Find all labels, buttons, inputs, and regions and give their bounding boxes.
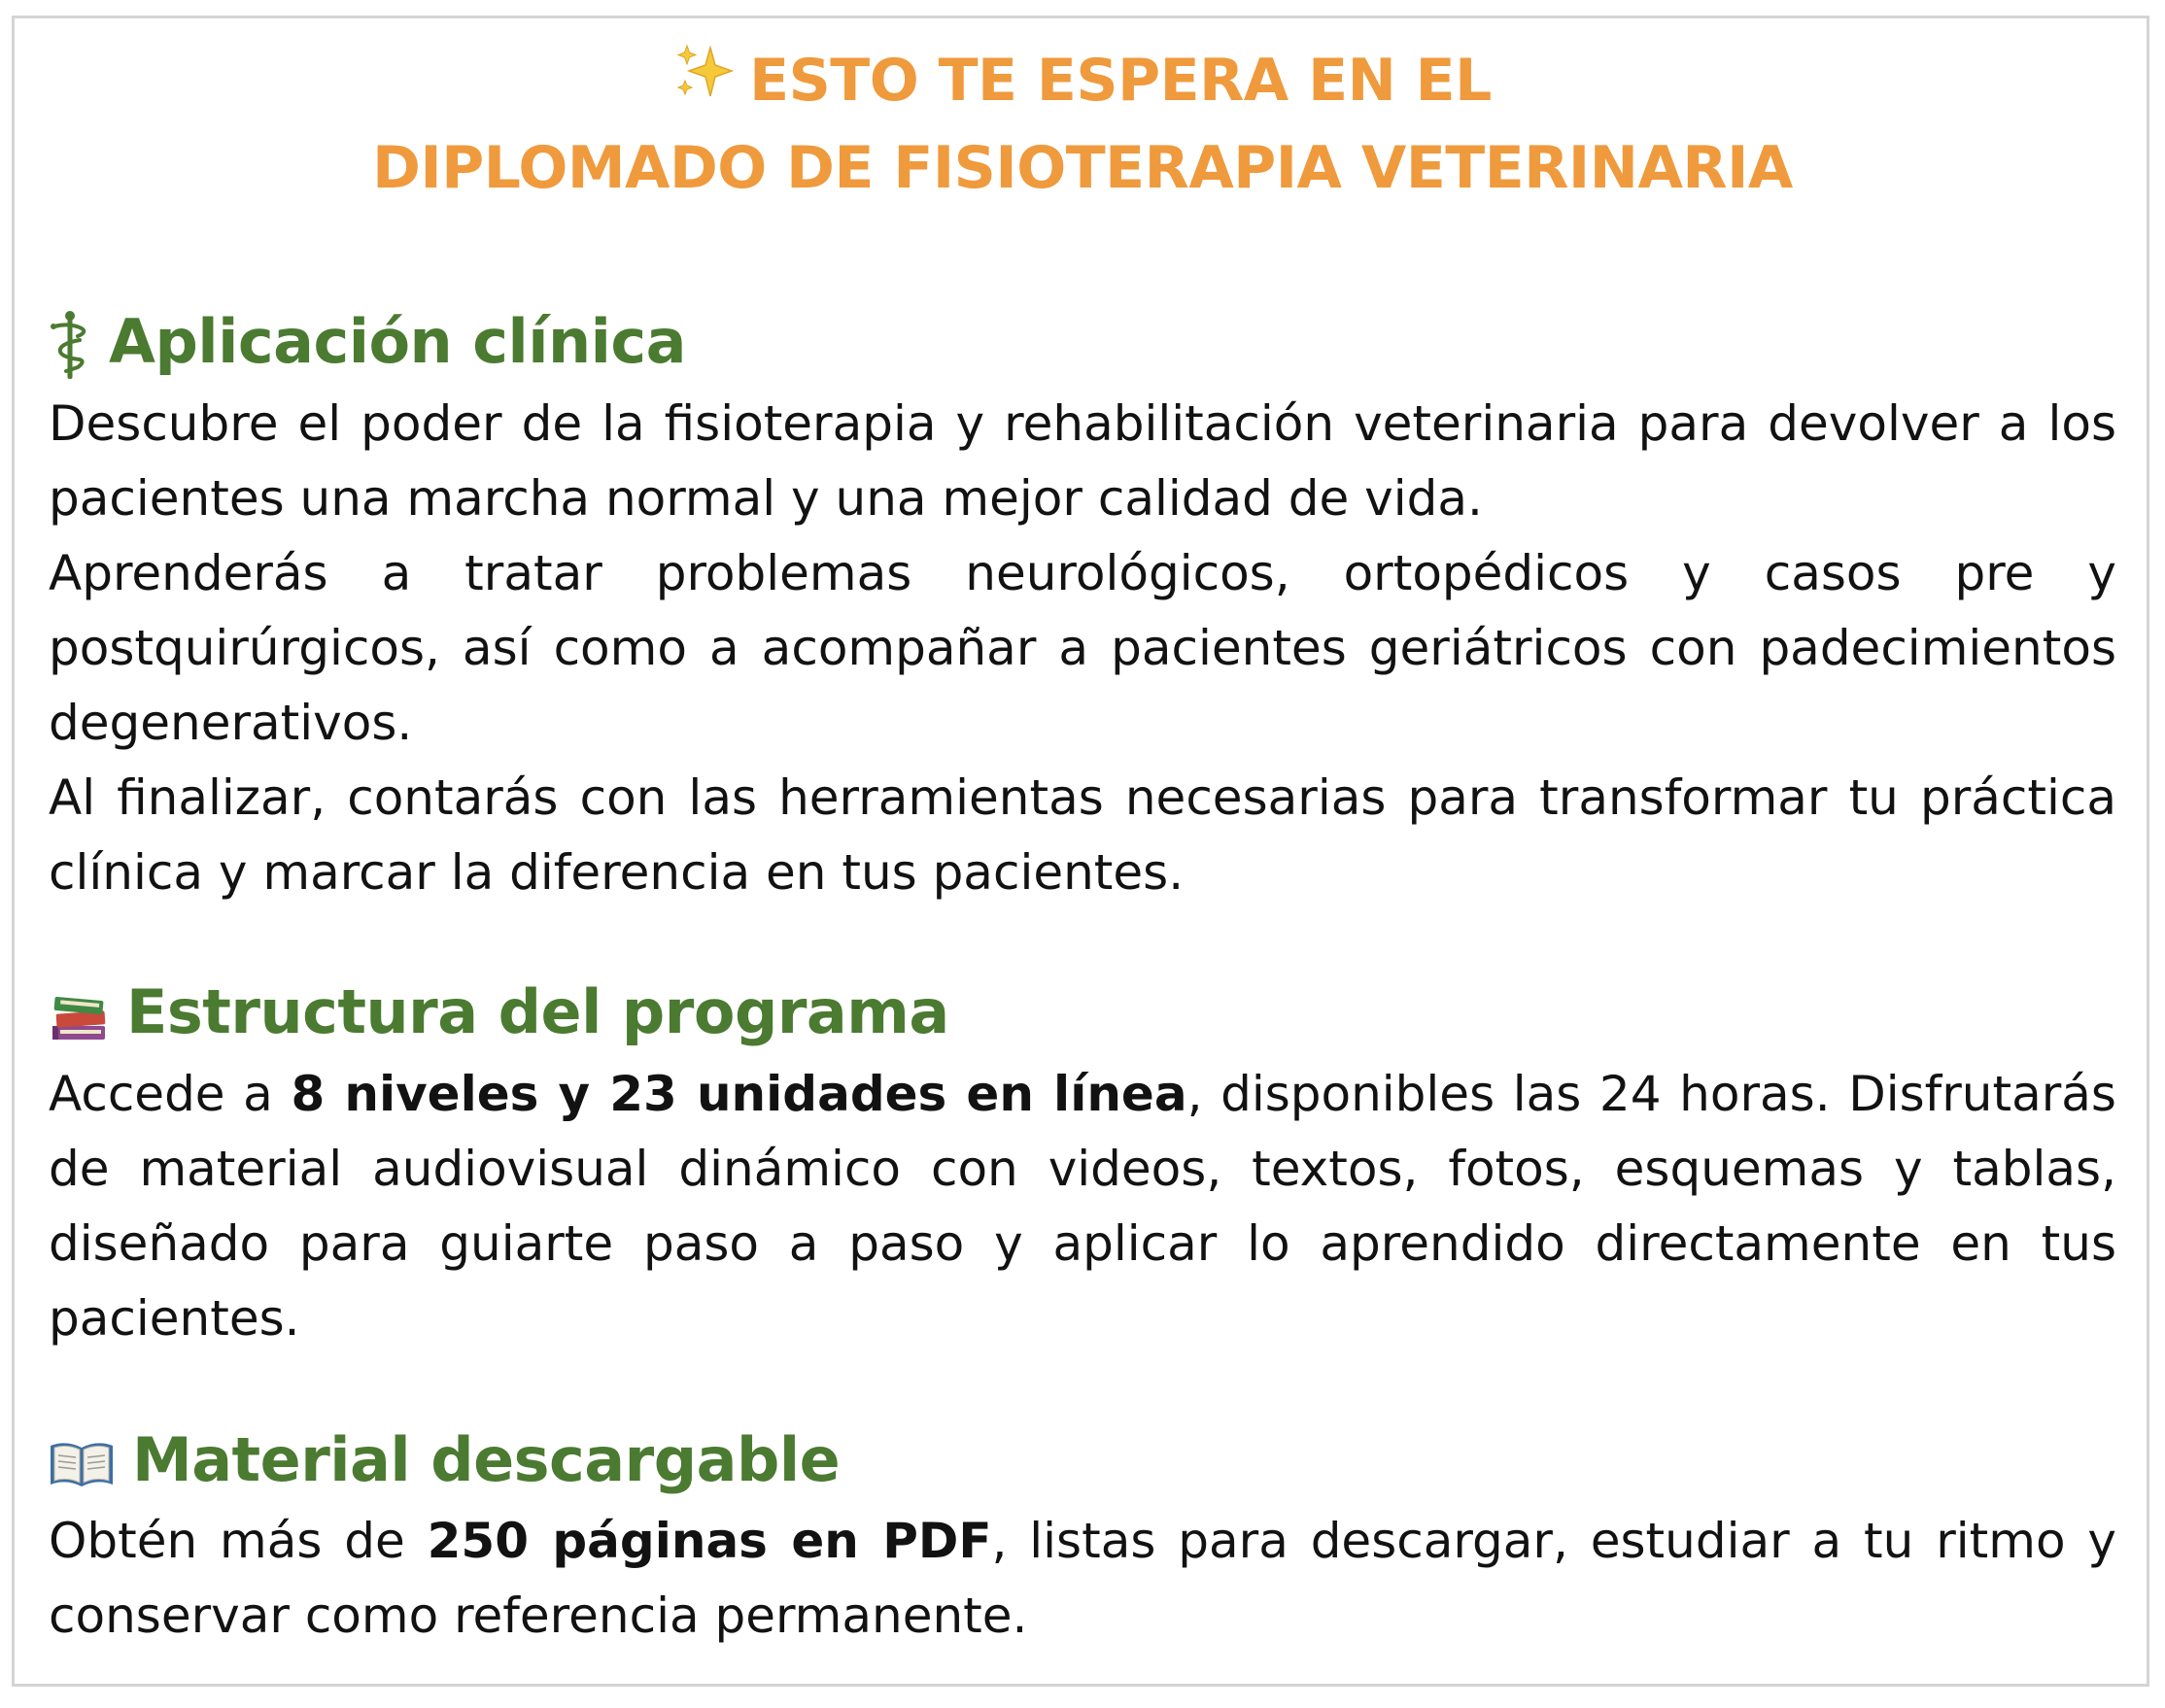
section-heading-estructura [49,974,949,1051]
paragraph: Aprenderás a tratar problemas neurológicos, ortopédicos y casos pre y postquirúrgicos, así como a acompañar a pacientes geriátricos con padecimientos degenerativos. [49,545,2116,751]
paragraph: Descubre el poder de la fisioterapia y rehabilitación veterinaria para devolver a los pacientes una marcha normal y una mejor calidad de vida. [49,395,2116,527]
open-book-icon [49,1438,115,1490]
bold-text: 250 páginas en PDF [427,1513,992,1569]
section-heading-aplicacion [49,303,686,383]
section-heading-material [49,1421,840,1499]
section-body-estructura [49,1057,2116,1356]
section-title: Material descargable [132,1424,841,1495]
section-body-aplicacion [49,387,2116,910]
section-body-material [49,1504,2116,1654]
books-icon [49,987,109,1045]
text-run: Obtén más de [49,1513,428,1569]
page-title-line-1 [0,37,2165,124]
sparkles-icon [673,42,736,104]
title-text-1: ESTO TE ESPERA EN EL [749,47,1492,115]
text-run: , disponibles las 24 horas. Disfrutarás de material audiovisual dinámico con videos, textos, fotos, esquemas y tablas, diseñado para guiarte paso a paso y aplicar lo aprendido directamente en tus pacientes. [49,1066,2116,1347]
section-title: Aplicación clínica [109,306,687,377]
paragraph [49,1057,2116,1356]
text-run: Accede a [49,1066,292,1122]
page-title-line-2: DIPLOMADO DE FISIOTERAPIA VETERINARIA [372,134,1793,202]
bold-text: 8 niveles y 23 unidades en línea [291,1066,1187,1122]
section-title: Estructura del programa [126,976,949,1047]
caduceus-icon [49,309,91,383]
paragraph [49,1504,2116,1654]
text-run: , listas para descargar, estudiar a tu ritmo y conservar como referencia permanente. [49,1513,2116,1644]
paragraph: Al finalizar, contarás con las herramientas necesarias para transformar tu práctica clínica y marcar la diferencia en tus pacientes. [49,769,2116,901]
